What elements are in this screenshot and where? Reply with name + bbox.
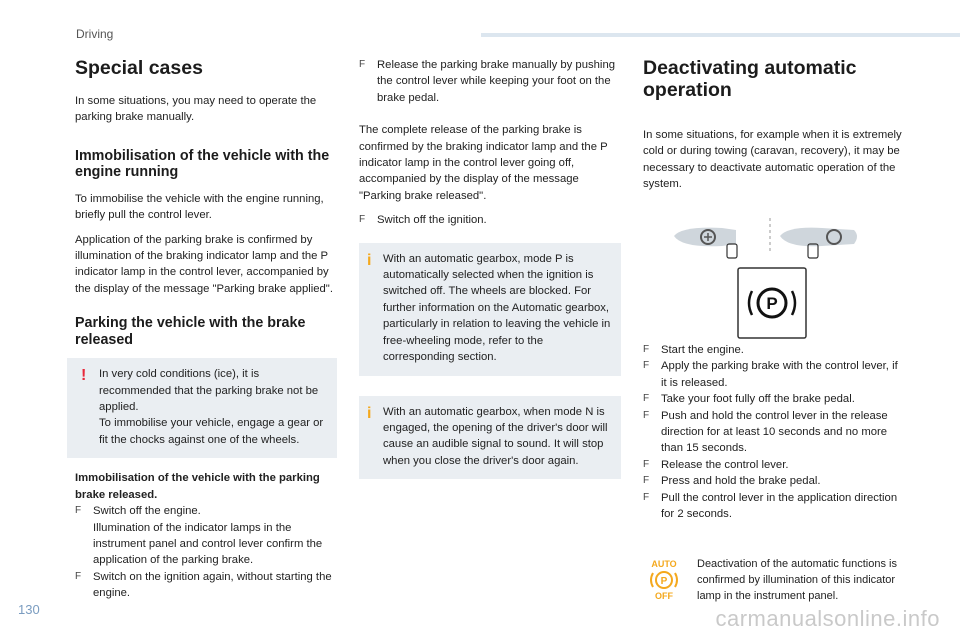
page-number: 130 bbox=[18, 602, 40, 617]
released-bold-heading: Immobilisation of the vehicle with the parking brake released. bbox=[75, 472, 320, 501]
svg-text:OFF: OFF bbox=[655, 591, 673, 600]
step-2: F Apply the parking brake with the control lever, if it is released. bbox=[643, 358, 905, 391]
special-cases-title: Special cases bbox=[75, 57, 203, 79]
step-5: F Release the control lever. bbox=[643, 457, 905, 473]
info-icon: i bbox=[367, 404, 372, 422]
info-text-2: With an automatic gearbox, when mode N is engaged, the opening of the driver's door will cause an audible signal to sound. It will stop when you close the driver's door again. bbox=[383, 405, 608, 467]
step-switch-off-detail: Illumination of the indicator lamps in the instrument panel and control lever confirm the application of the parking brake. bbox=[93, 521, 323, 567]
lever-apply-graphic bbox=[780, 228, 857, 258]
watermark: carmanualsonline.info bbox=[715, 606, 940, 631]
step-3: F Take your foot fully off the brake pedal. bbox=[643, 391, 905, 407]
lever-symbol: P bbox=[766, 294, 778, 313]
deactivation-note: Deactivation of the automatic functions is confirmed by illumination of this indicator lamp in the instrument panel. bbox=[697, 558, 897, 602]
step-4: F Push and hold the control lever in the release direction for at least 10 seconds and no more than 15 seconds. bbox=[643, 408, 905, 457]
warning-icon: ! bbox=[81, 367, 87, 385]
step-1: F Start the engine. bbox=[643, 342, 905, 358]
automatic-gearbox-info bbox=[359, 243, 621, 376]
step-release-brake: F Release the parking brake manually by pushing the control lever while keeping your foot on the brake pedal. bbox=[359, 57, 621, 106]
step-6: F Press and hold the brake pedal. bbox=[643, 473, 905, 489]
step-switch-off-engine: F Switch off the engine. bbox=[75, 503, 337, 519]
header-bar bbox=[481, 33, 960, 37]
brake-lever-illustration bbox=[672, 214, 862, 342]
column-2 bbox=[359, 57, 621, 479]
info-text-1: With an automatic gearbox, mode P is automatically selected when the ignition is switched off. The wheels are blocked. For further information on the Automatic gearbox, particularly in relation to leaving the vehicle in free-wheeling mode, refer to the corresponding section. bbox=[383, 252, 611, 364]
immobilise-paragraph: To immobilise the vehicle with the engine running, briefly pull the control lever. bbox=[75, 192, 324, 222]
column-1 bbox=[75, 57, 337, 602]
info-icon: i bbox=[367, 251, 372, 269]
parking-brake-button bbox=[738, 268, 806, 338]
header-section-label: Driving bbox=[76, 27, 114, 41]
step-7: F Pull the control lever in the application direction for 2 seconds. bbox=[643, 490, 905, 523]
auto-off-indicator-icon bbox=[645, 558, 683, 600]
warning-text-1: In very cold conditions (ice), it is recommended that the parking brake not be applied. bbox=[99, 368, 319, 414]
complete-release-paragraph: The complete release of the parking brake is confirmed by the braking indicator lamp and the P indicator lamp in the control lever going off, accompanied by the display of the message "Parking brake released". bbox=[359, 124, 608, 202]
cold-conditions-warning bbox=[67, 358, 337, 458]
step-switch-off-ignition: F Switch off the ignition. bbox=[359, 212, 621, 228]
deactivating-intro: In some situations, for example when it is extremely cold or during towing (caravan, recovery), it may be necessary to deactivate automatic operation of the system. bbox=[643, 129, 902, 191]
deactivating-title: Deactivating automatic operation bbox=[643, 57, 857, 101]
neutral-mode-info bbox=[359, 396, 621, 480]
svg-text:AUTO: AUTO bbox=[651, 559, 677, 569]
special-cases-intro: In some situations, you may need to operate the parking brake manually. bbox=[75, 95, 317, 124]
svg-text:P: P bbox=[660, 576, 668, 587]
parking-released-heading: Parking the vehicle with the brake released bbox=[75, 315, 306, 348]
step-switch-on-ignition: F Switch on the ignition again, without starting the engine. bbox=[75, 569, 337, 602]
warning-text-2: To immobilise your vehicle, engage a gear or fit the chocks against one of the wheels. bbox=[99, 417, 324, 446]
deactivation-steps bbox=[643, 342, 905, 522]
immobilisation-heading: Immobilisation of the vehicle with the engine running bbox=[75, 147, 330, 181]
lever-release-graphic bbox=[674, 228, 737, 258]
application-paragraph: Application of the parking brake is confirmed by illumination of the braking indicator lamp and the P indicator lamp in the control lever, accompanied by the display of the message "Parking brake applied". bbox=[75, 233, 333, 295]
column-3 bbox=[643, 57, 905, 201]
